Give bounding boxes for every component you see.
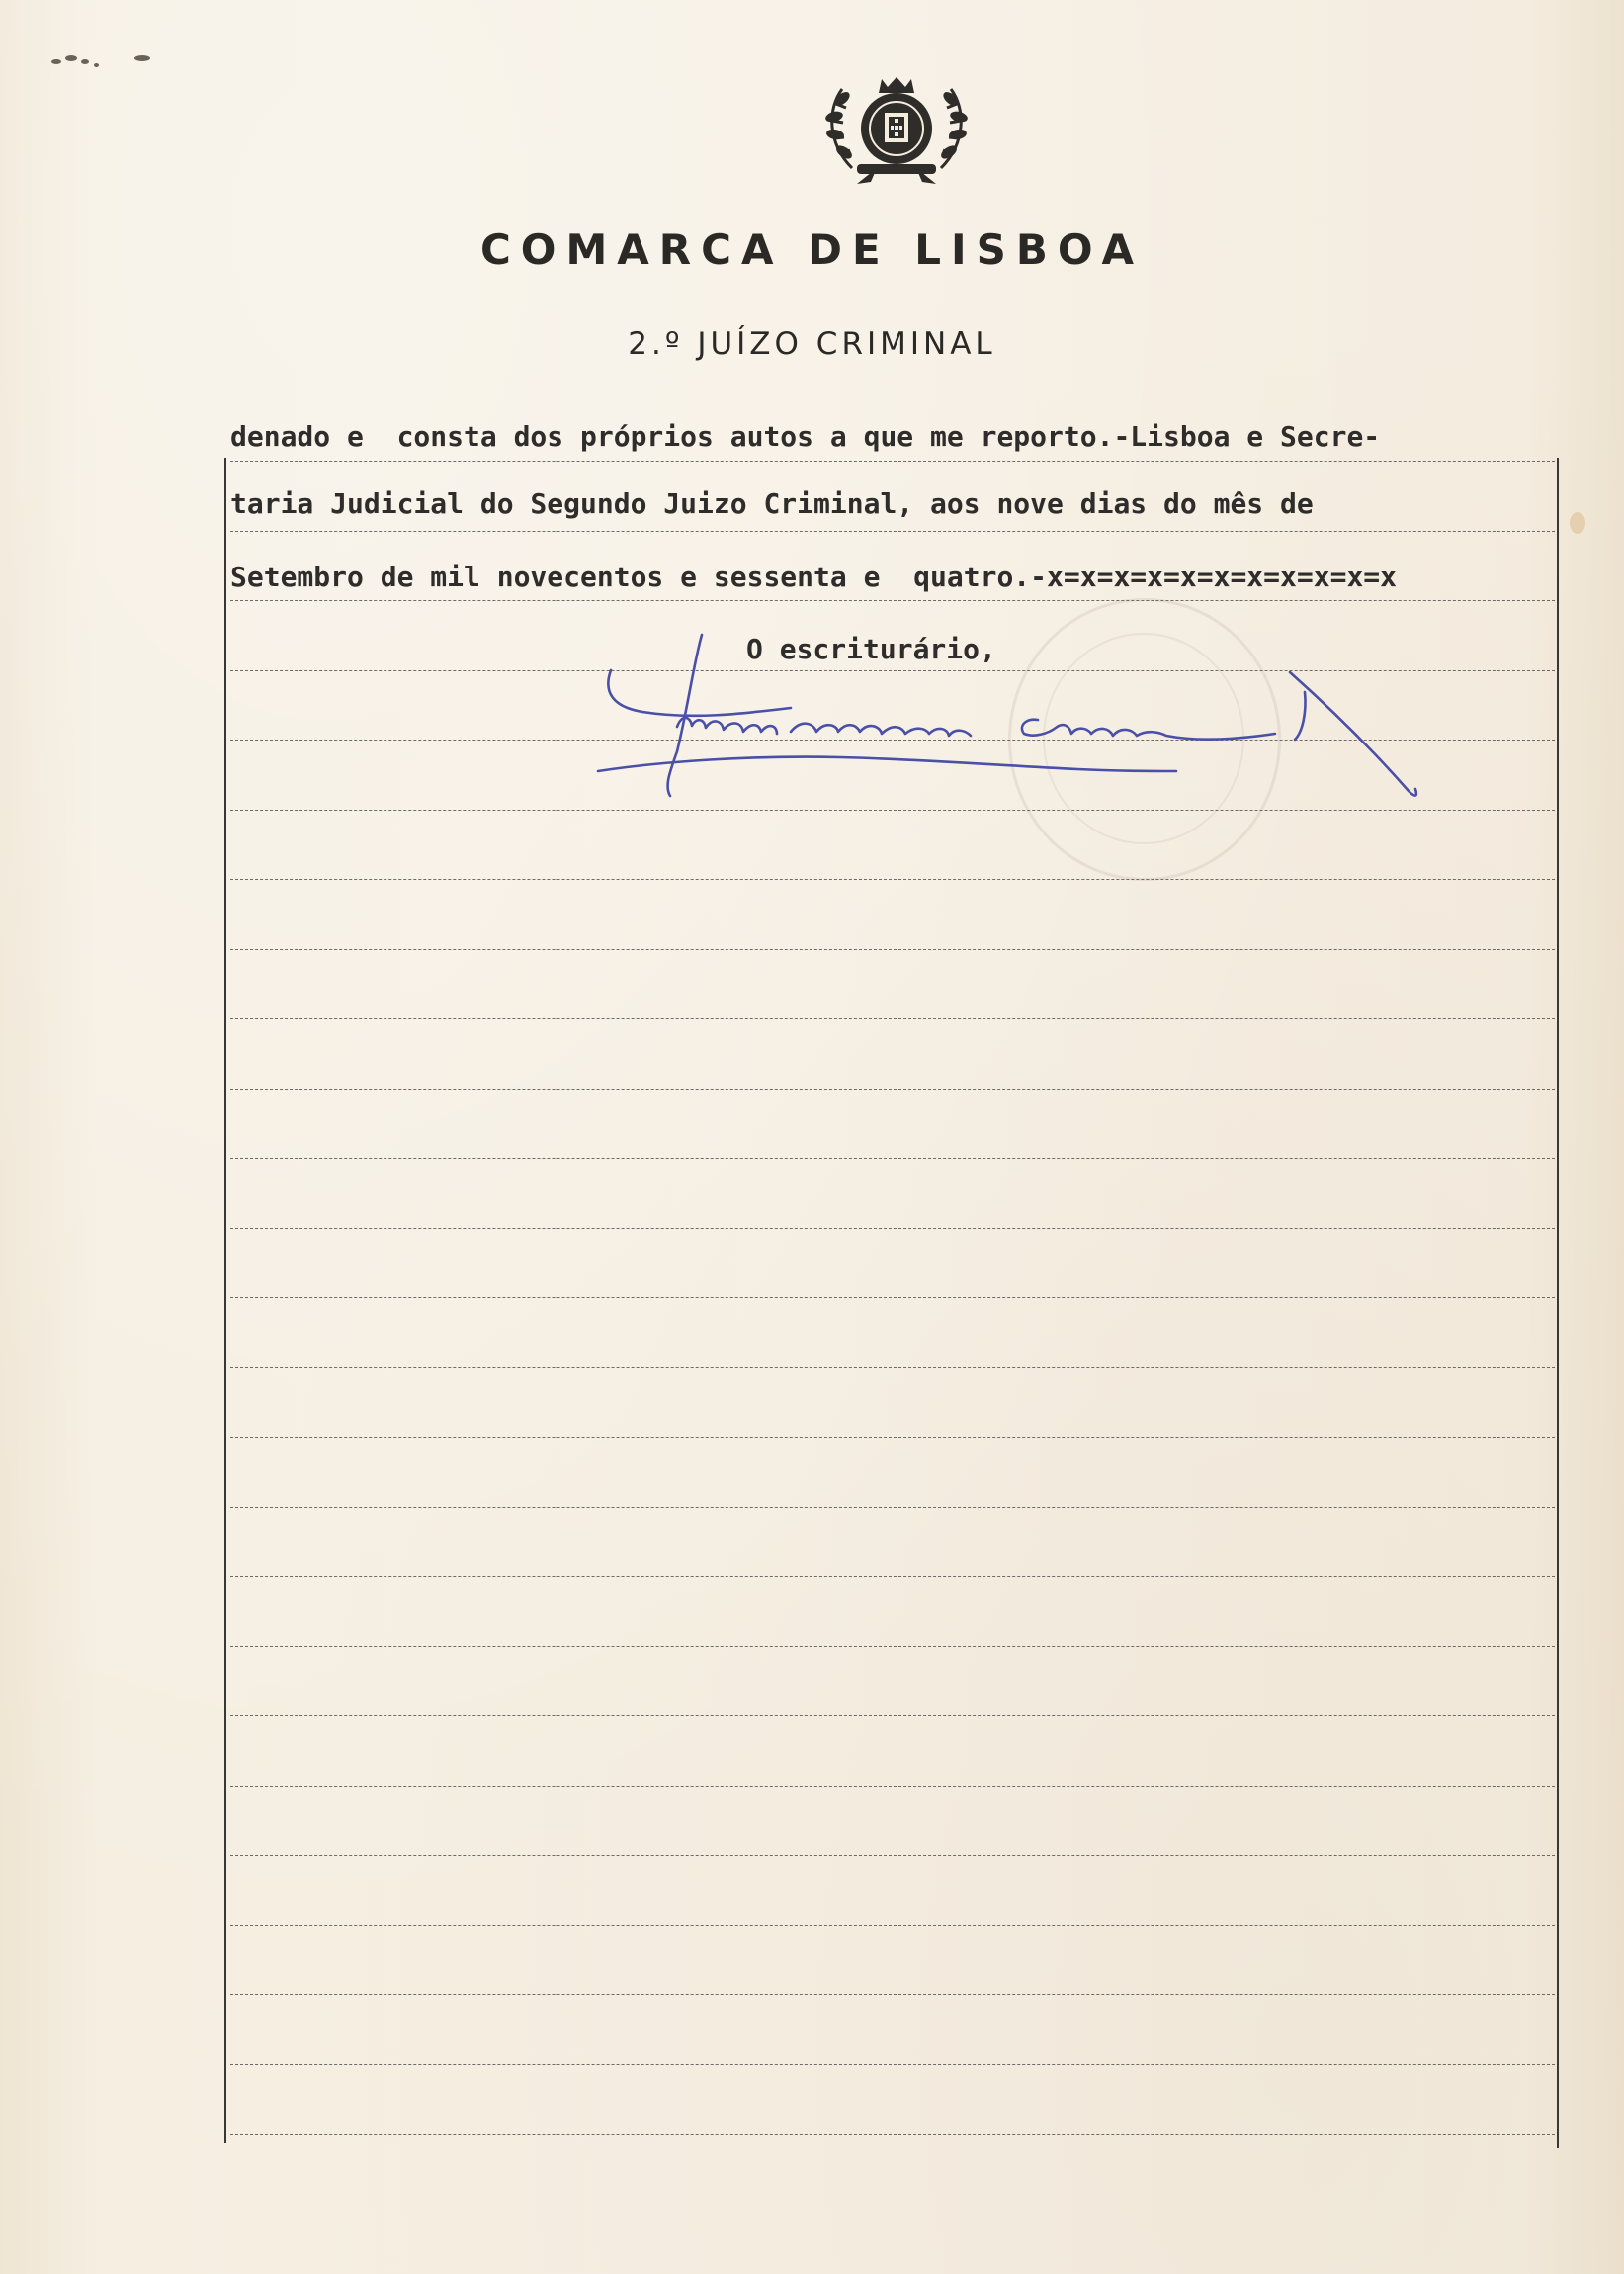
ruled-line	[230, 1437, 1555, 1438]
margin-line-right	[1557, 458, 1559, 2148]
ink-speck	[94, 63, 99, 67]
ink-speck	[81, 59, 89, 64]
signature-caption: O escriturário,	[746, 633, 996, 665]
ruled-line	[230, 879, 1555, 880]
ruled-line	[230, 531, 1555, 532]
ruled-line	[230, 2134, 1555, 2135]
ruled-line	[230, 461, 1555, 462]
court-title: COMARCA DE LISBOA	[479, 225, 1145, 274]
handwritten-signature	[583, 623, 1443, 811]
ruled-line	[230, 600, 1555, 601]
ink-speck	[134, 55, 150, 61]
ink-speck	[65, 55, 77, 61]
ruled-line	[230, 1158, 1555, 1159]
ruled-line	[230, 1089, 1555, 1090]
ruled-line	[230, 1507, 1555, 1508]
body-line-1: denado e consta dos próprios autos a que me reporto.-Lisboa e Secre-	[230, 420, 1381, 453]
ruled-line	[230, 1994, 1555, 1995]
ruled-line	[230, 1367, 1555, 1368]
court-division: 2.º JUÍZO CRIMINAL	[628, 326, 996, 362]
body-line-3: Setembro de mil novecentos e sessenta e quatro.-x=x=x=x=x=x=x=x=x=x=x	[230, 561, 1398, 593]
coat-of-arms-emblem	[822, 69, 971, 186]
ruled-line	[230, 1855, 1555, 1856]
ruled-line	[230, 1228, 1555, 1229]
ruled-line	[230, 1786, 1555, 1787]
ink-speck	[51, 59, 61, 64]
margin-line-left	[224, 458, 226, 2143]
ruled-line	[230, 1018, 1555, 1019]
ruled-line	[230, 1297, 1555, 1298]
ruled-line	[230, 2064, 1555, 2065]
paper-stain	[1570, 512, 1585, 534]
ruled-line	[230, 1576, 1555, 1577]
ruled-line	[230, 1925, 1555, 1926]
body-line-2: taria Judicial do Segundo Juizo Criminal, aos nove dias do mês de	[230, 487, 1314, 520]
ruled-line	[230, 1646, 1555, 1647]
ruled-line	[230, 949, 1555, 950]
ruled-line	[230, 1715, 1555, 1716]
